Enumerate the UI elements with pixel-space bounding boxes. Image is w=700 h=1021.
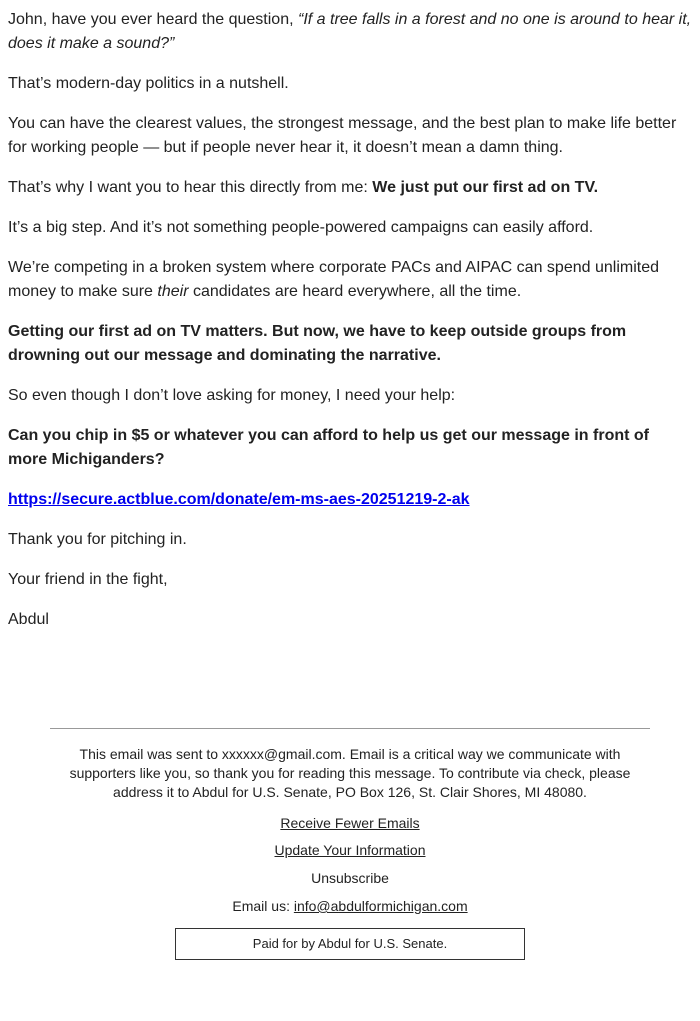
signature: Abdul <box>8 611 49 628</box>
chip-in-bold: Can you chip in $5 or whatever you can afford to help us get our message in front of more Michiganders? <box>8 427 649 468</box>
receive-fewer-emails-link[interactable]: Receive Fewer Emails <box>280 815 420 831</box>
email-us-line <box>50 897 650 916</box>
paragraph-sign-off: Your friend in the fight, <box>8 571 168 588</box>
paragraph-help-ask: So even though I don’t love asking for money, I need your help: <box>8 387 456 404</box>
update-information-link[interactable]: Update Your Information <box>274 842 426 858</box>
paragraph-intro <box>8 8 692 56</box>
paid-for-box: Paid for by Abdul for U.S. Senate. <box>175 928 525 960</box>
email-footer <box>50 728 650 960</box>
paragraph-ad-announcement <box>8 176 692 200</box>
paragraph-broken-system <box>8 256 692 304</box>
broken-system-lead: We’re competing in a broken system where corporate PACs and AIPAC can spend unlimited money to make sure <box>8 259 659 300</box>
tree-quote: “If a tree falls in a forest and no one is around to hear it, does it make a sound?” <box>8 11 692 52</box>
intro-text: John, have you ever heard the question, <box>8 11 298 28</box>
paragraph-chip-in <box>8 424 692 472</box>
unsubscribe-link[interactable]: Unsubscribe <box>311 870 389 886</box>
paragraph-donate-link <box>8 488 692 512</box>
footer-disclaimer: This email was sent to xxxxxx@gmail.com. Email is a critical way we communicate with supporters like you, so thank you for reading this message. To contribute via check, please address it to Abdul for U.S. Senate, PO Box 126, St. Clair Shores, MI 48080. <box>69 746 631 800</box>
broken-system-tail: candidates are heard everywhere, all the time. <box>188 283 522 300</box>
announcement-lead: That’s why I want you to hear this directly from me: <box>8 179 373 196</box>
donate-link[interactable]: https://secure.actblue.com/donate/em-ms-aes-20251219-2-ak <box>8 491 470 508</box>
email-us-label: Email us: <box>232 898 294 914</box>
paragraph-values: You can have the clearest values, the strongest message, and the best plan to make life better for working people — but if people never hear it, it doesn’t mean a damn thing. <box>8 115 677 156</box>
email-us-address-link[interactable]: info@abdulformichigan.com <box>293 898 468 914</box>
ad-matters-bold: Getting our first ad on TV matters. But now, we have to keep outside groups from drowning out our message and dominating the narrative. <box>8 323 627 364</box>
paragraph-ad-matters <box>8 320 692 368</box>
paragraph-politics: That’s modern-day politics in a nutshell. <box>8 75 289 92</box>
paragraph-big-step: It’s a big step. And it’s not something people-powered campaigns can easily afford. <box>8 219 594 236</box>
broken-system-emphasis: their <box>157 283 189 300</box>
announcement-bold: We just put our first ad on TV. <box>372 179 599 196</box>
paragraph-thanks: Thank you for pitching in. <box>8 531 187 548</box>
